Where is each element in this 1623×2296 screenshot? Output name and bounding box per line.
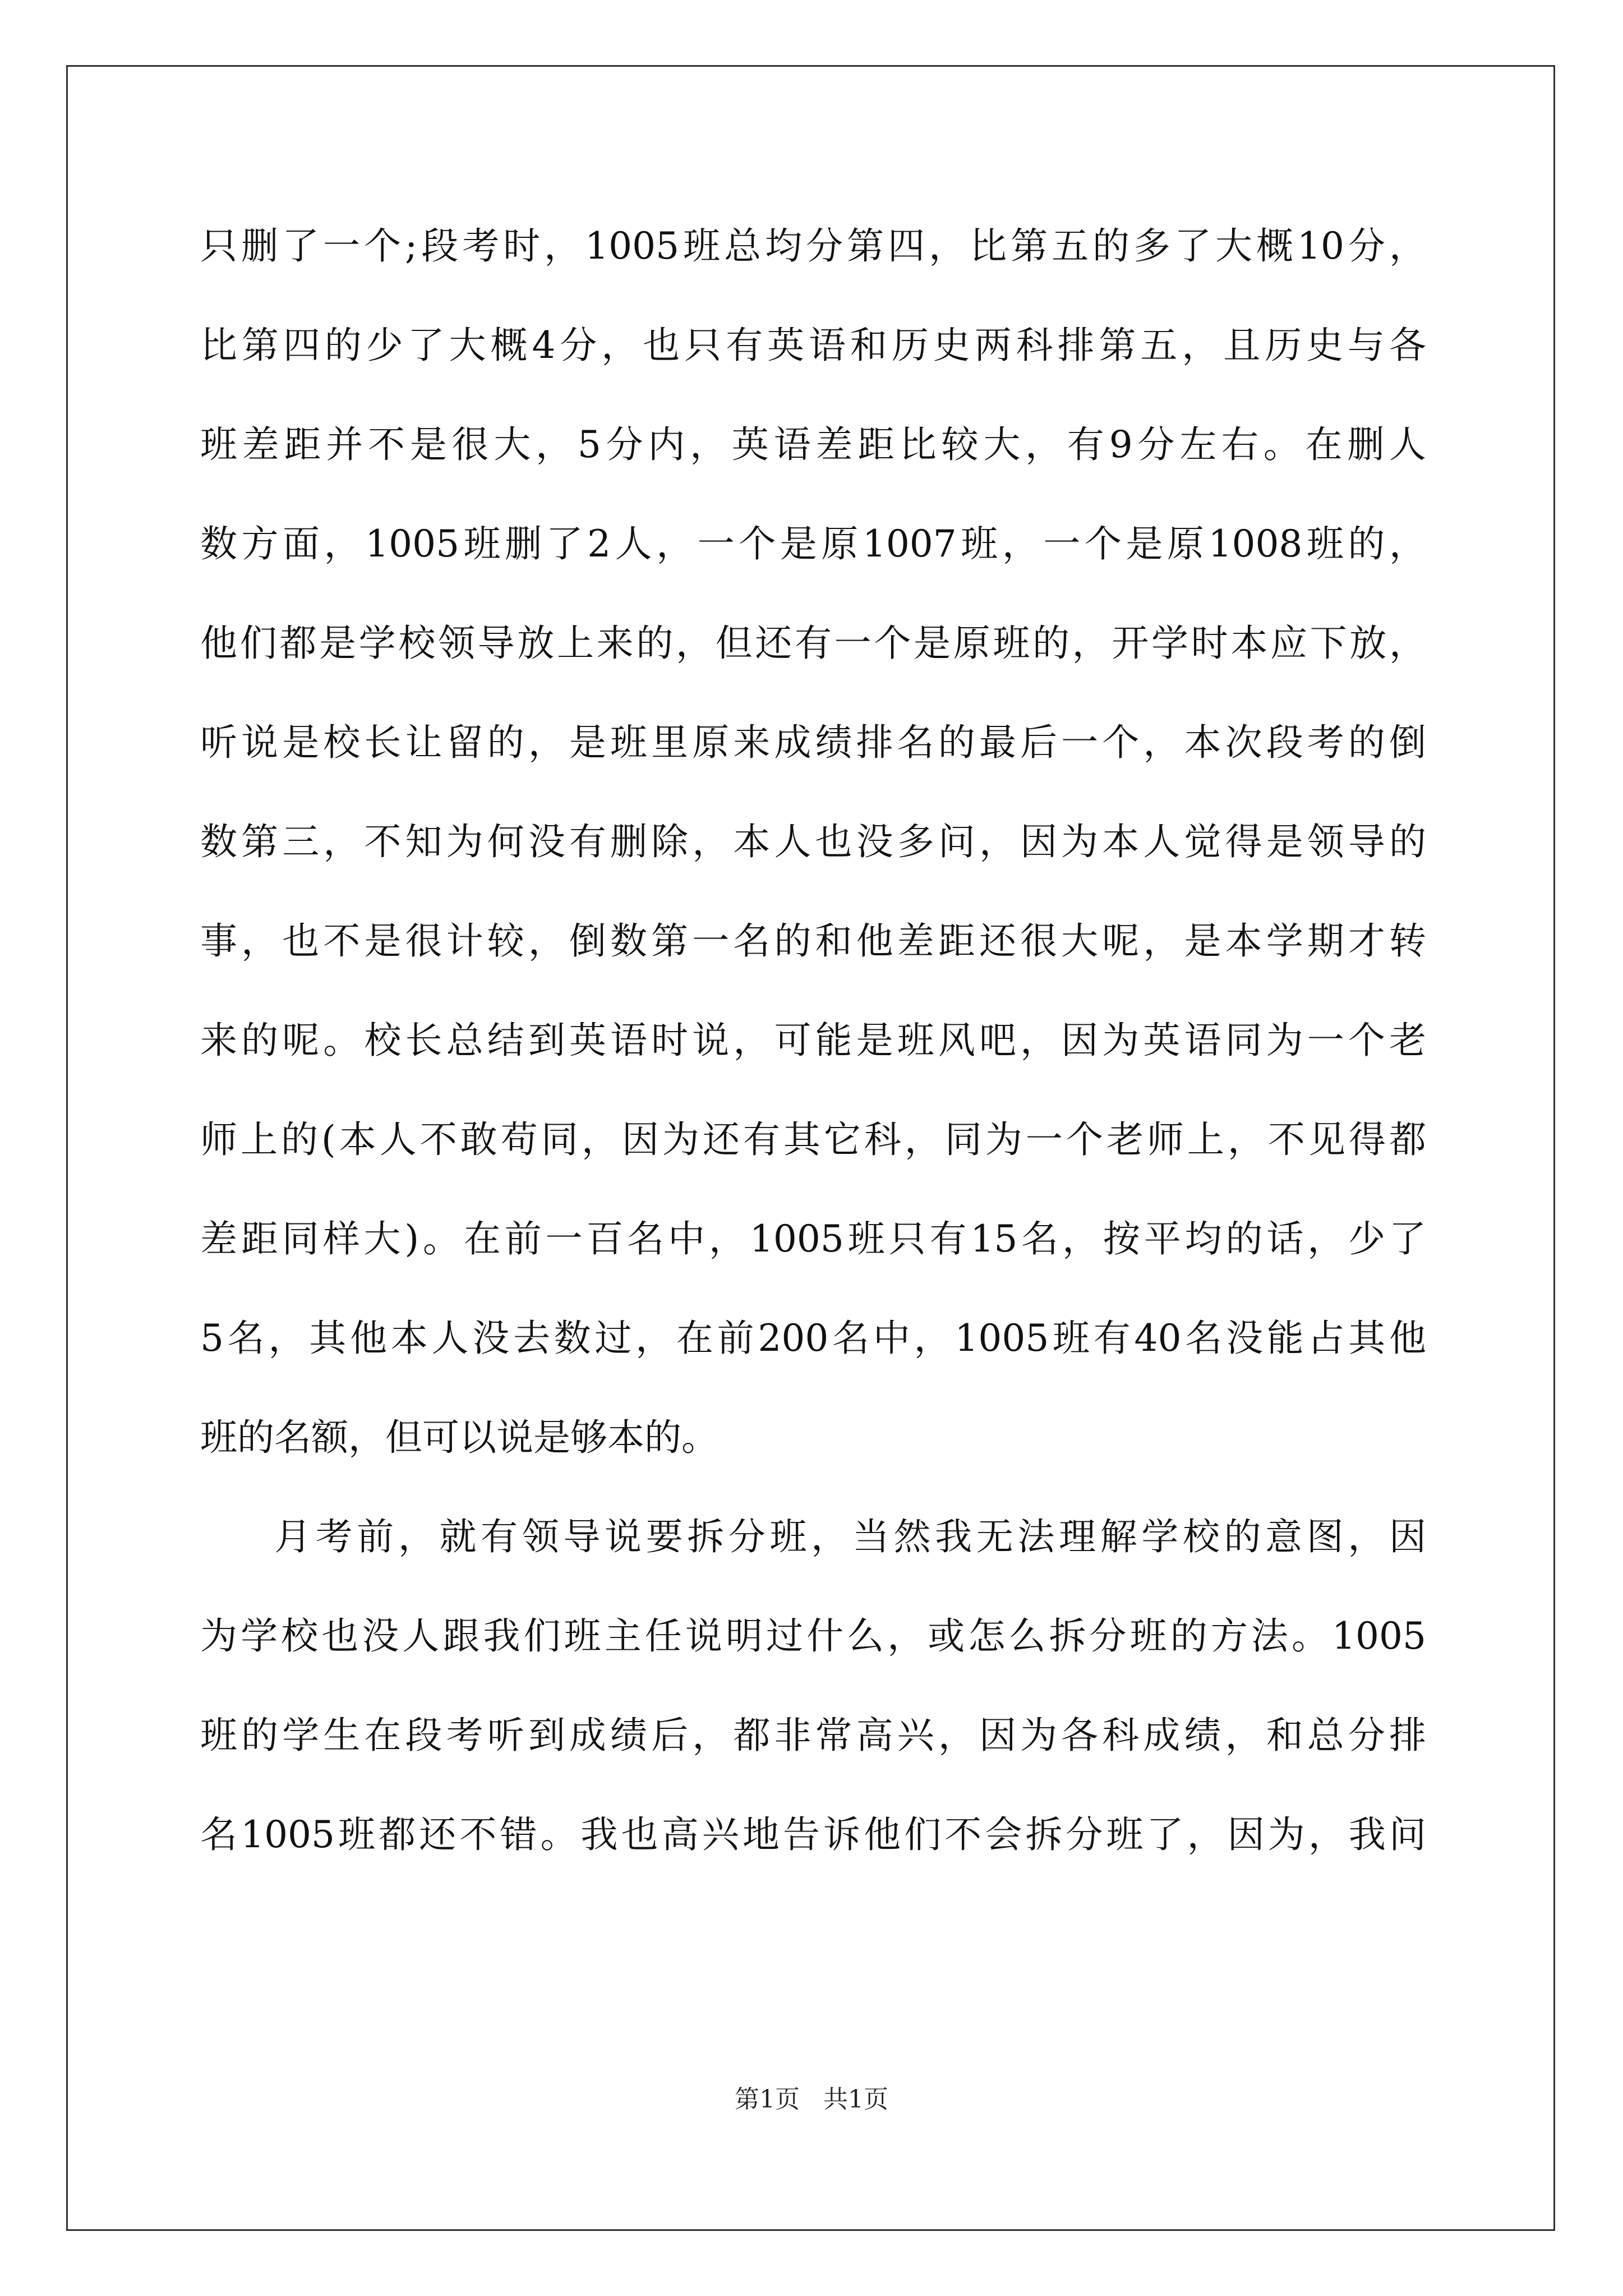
text-line: 差距同样大)。在前一百名中，1005班只有15名，按平均的话，少了 xyxy=(200,1217,1426,1260)
text-line: 月考前，就有领导说要拆分班，当然我无法理解学校的意图，因 xyxy=(274,1515,1426,1558)
text-line: 名1005班都还不错。我也高兴地告诉他们不会拆分班了，因为，我问 xyxy=(200,1813,1426,1856)
text-line: 为学校也没人跟我们班主任说明过什么，或怎么拆分班的方法。1005 xyxy=(200,1614,1426,1658)
text-line: 班的学生在段考听到成绩后，都非常高兴，因为各科成绩，和总分排 xyxy=(200,1714,1426,1757)
document-body xyxy=(200,196,1426,1884)
text-line: 班的名额，但可以说是够本的。 xyxy=(200,1416,718,1459)
text-line: 数方面，1005班删了2人，一个是原1007班，一个是原1008班的， xyxy=(200,522,1426,565)
text-line: 比第四的少了大概4分，也只有英语和历史两科排第五，且历史与各 xyxy=(200,324,1426,367)
text-line: 数第三，不知为何没有删除，本人也没多问，因为本人觉得是领导的 xyxy=(200,820,1426,863)
text-line: 只删了一个;段考时，1005班总均分第四，比第五的多了大概10分， xyxy=(200,224,1426,268)
text-line: 5名，其他本人没去数过，在前200名中，1005班有40名没能占其他 xyxy=(200,1317,1426,1360)
page-number-footer: 第1页 共1页 xyxy=(735,2085,888,2114)
text-line: 来的呢。校长总结到英语时说，可能是班风吧，因为英语同为一个老 xyxy=(200,1019,1426,1062)
text-line: 师上的(本人不敢苟同，因为还有其它科，同为一个老师上，不见得都 xyxy=(200,1118,1426,1161)
text-line: 他们都是学校领导放上来的，但还有一个是原班的，开学时本应下放， xyxy=(200,622,1426,665)
text-line: 事，也不是很计较，倒数第一名的和他差距还很大呢，是本学期才转 xyxy=(200,919,1426,963)
text-line: 班差距并不是很大，5分内，英语差距比较大，有9分左右。在删人 xyxy=(200,423,1426,466)
text-line: 听说是校长让留的，是班里原来成绩排名的最后一个，本次段考的倒 xyxy=(200,721,1426,764)
